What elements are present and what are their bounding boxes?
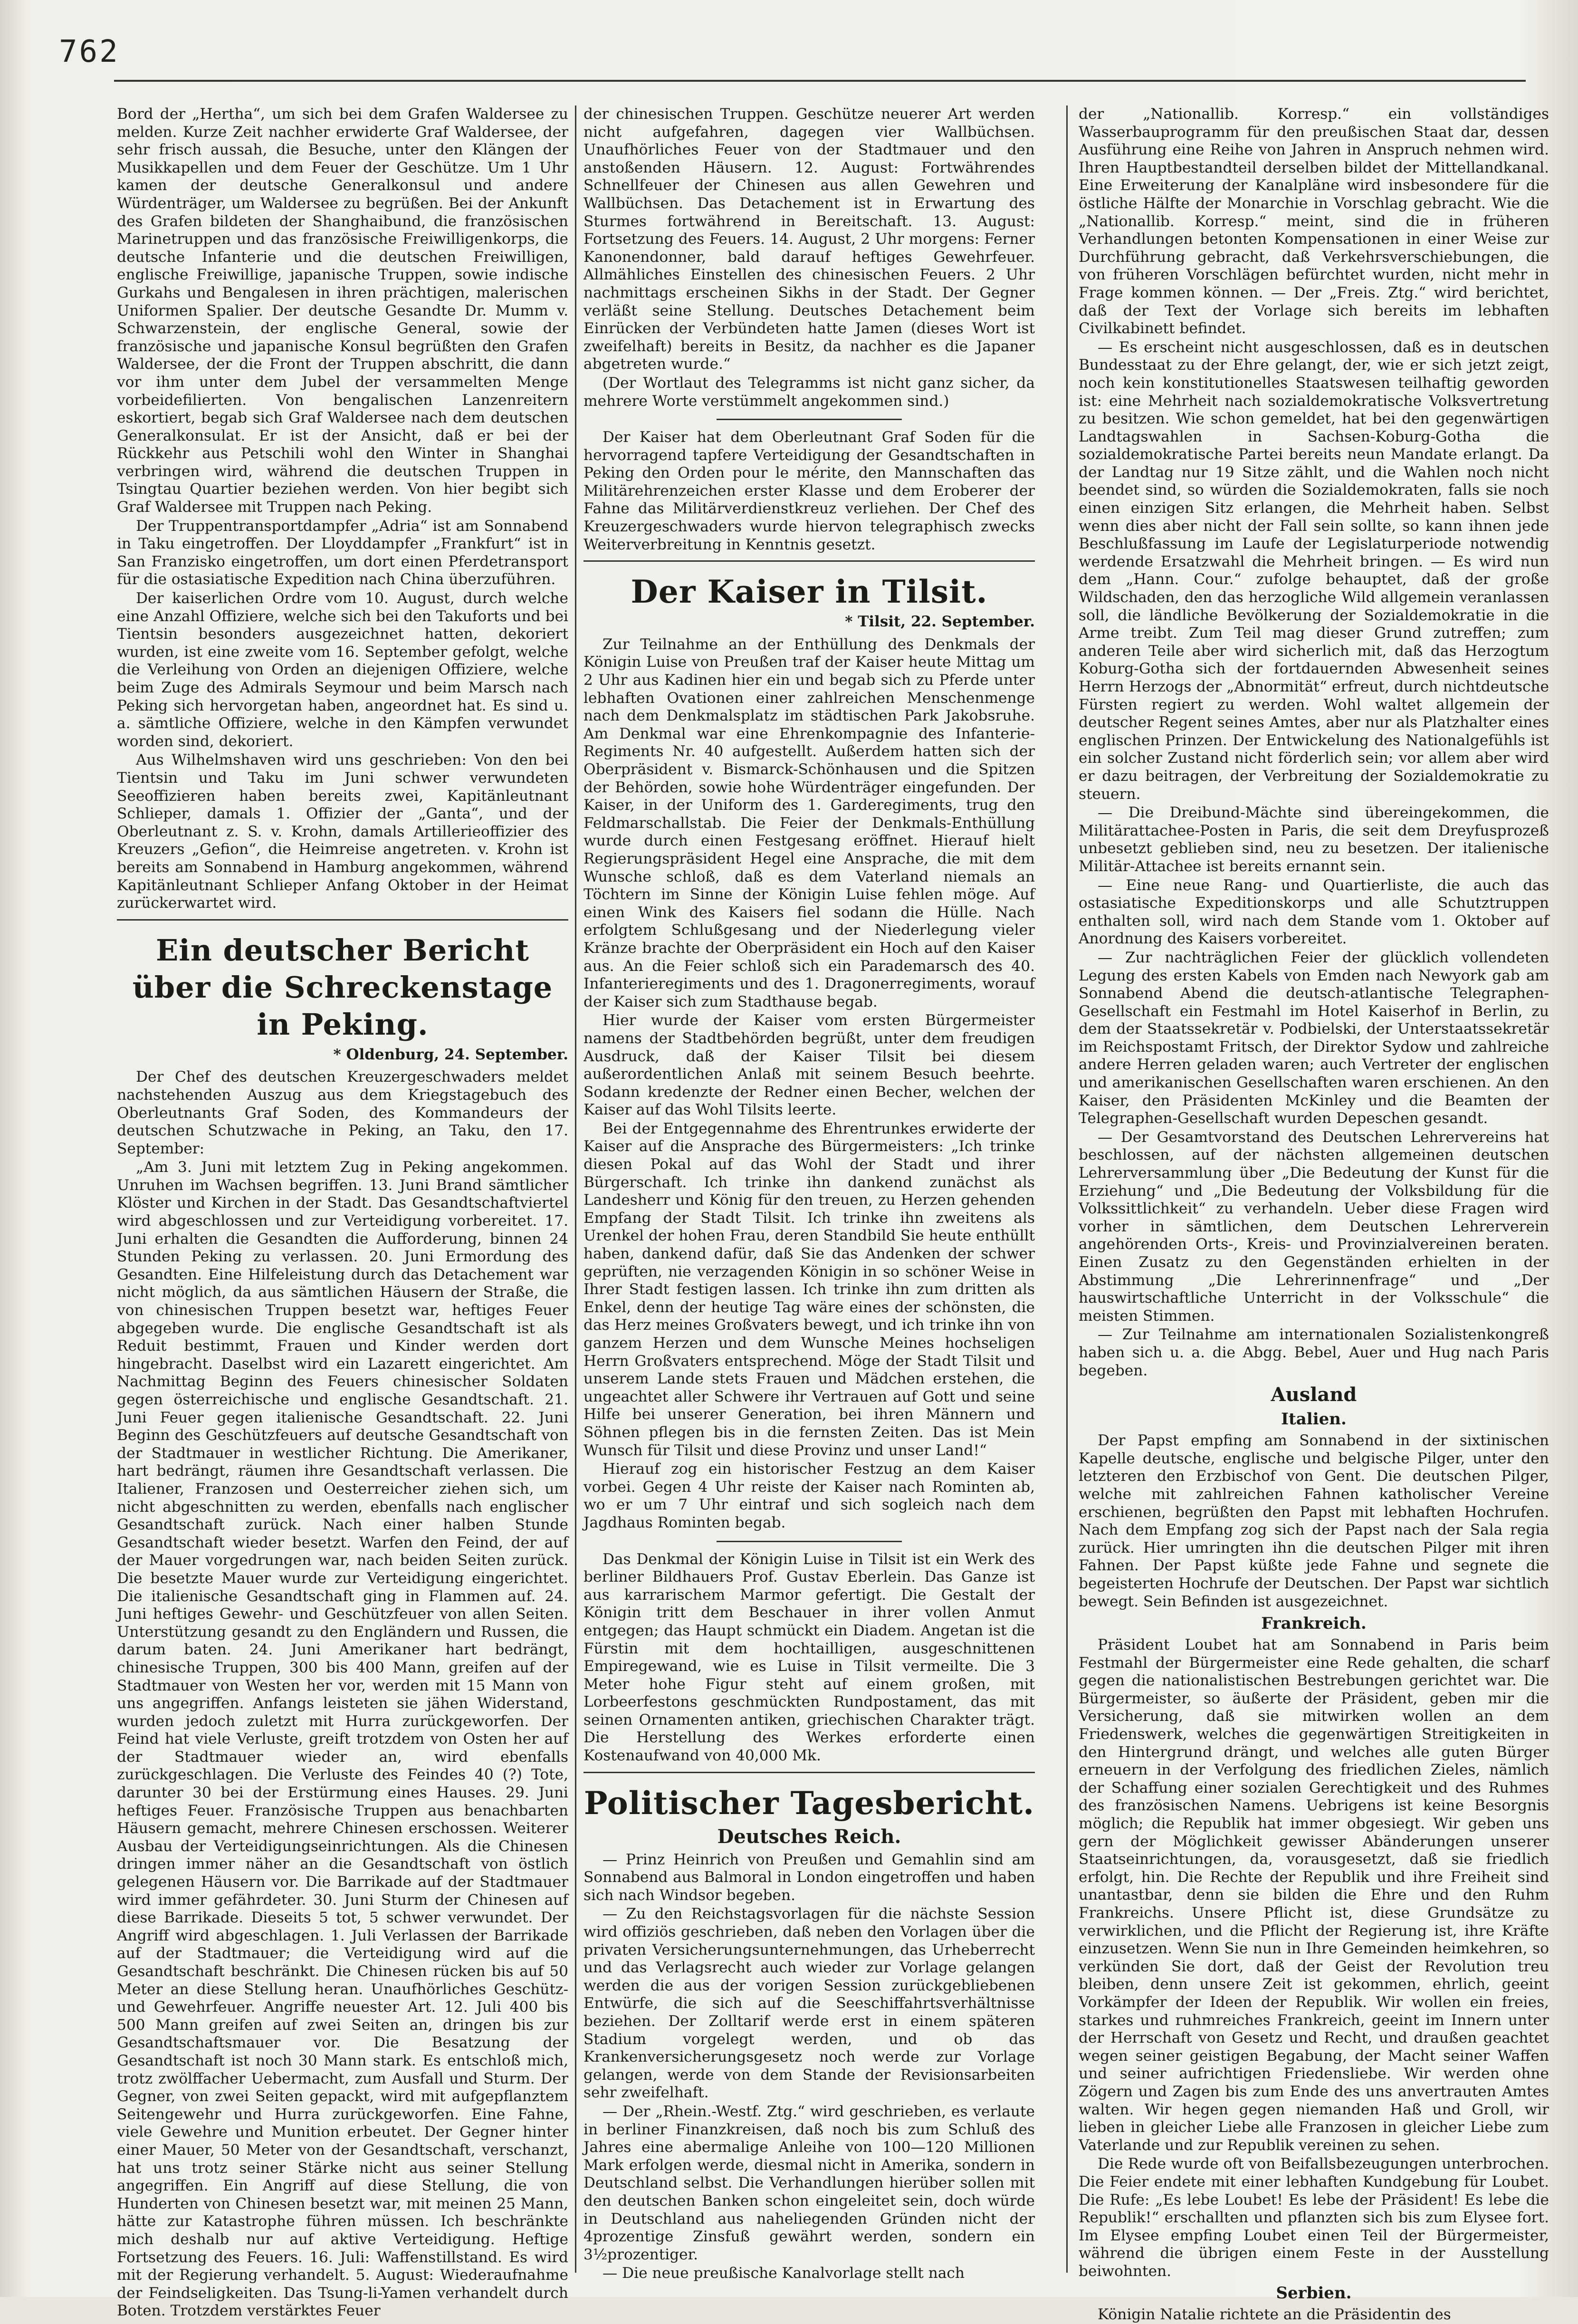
headline-kaiser-tilsit: Der Kaiser in Tilsit.	[631, 573, 988, 611]
article-paragraph: — Prinz Heinrich von Preußen und Gemahlin sind am Sonnabend aus Balmoral in London eingetroffen und haben sich nach Windsor begeben.	[583, 1851, 1035, 1904]
column-2	[583, 106, 1035, 2282]
article-paragraph: Präsident Loubet hat am Sonnabend in Paris beim Festmahl der Bürgermeister eine Rede gehalten, die scharf gegen die nationalistischen Bestrebungen gerichtet war. Die Bürgermeister, so äußerte der Präsident, geben mir die Versicherung, daß sie mitwirken wollen an dem Friedenswerk, welches die gegenwärtigen Streitigkeiten in den Hintergrund drängt, und welches alle guten Bürger erneuern in der Verfolgung des friedlichen Zieles, nämlich der Schaffung einer sozialen Gerechtigkeit und des Ruhmes des französischen Namens. Uebrigens ist keine Besorgnis möglich; die Republik hat immer obgesiegt. Wir geben uns gern der Möglichkeit gewisser Abänderungen unserer Staatseinrichtungen, da, vorausgesetzt, daß sie friedlich erfolgt, hin. Die Rechte der Republik und ihre Freiheit sind unantastbar, denn sie bilden die Ehre und den Ruhm Frankreichs. Unsere Pflicht ist, diese Grundsätze zu verwirklichen, und die Pflicht der Regierung ist, ihre Kräfte einzusetzen. Wenn Sie nun in Ihre Gemeinden heimkehren, so verkünden Sie dort, daß der Geist der Revolution treu bleiben, denn unsere Zeit ist gekommen, ehrlich, geeint Vorkämpfer der Ideen der Republik. Wir wollen ein freies, starkes und ruhmreiches Frankreich, geeint im Innern unter der Herrschaft von Gesetz und Recht, und draußen geachtet wegen seiner geistigen Begabung, der Macht seiner Waffen und seiner aufrichtigen Friedensliebe. Wir werden ohne Zögern und Zagen bis zum Ende des uns anvertrauten Amtes walten. Wir hegen gegen niemanden Haß und Groll, wir lieben in gleicher Liebe alle Franzosen in gleicher Liebe zum Vaterlande und zur Republik vereinen zu sehen.	[1079, 1636, 1549, 2154]
top-rule	[114, 80, 1526, 82]
article-paragraph: — Es erscheint nicht ausgeschlossen, daß es in deutschen Bundesstaat zu der Ehre gelangt, der, wie er sich jetzt zeigt, noch kein konstitutionelles Staatswesen teilhaftig geworden ist: eine Mehrheit nach sozialdemokratische Volksvertretung zu besitzen. Wie schon gemeldet, hat bei den gegenwärtigen Landtagswahlen in Sachsen-Koburg-Gotha die sozialdemokratische Partei bereits neun Mandate erlangt. Da der Landtag nur 19 Sitze zählt, und die Wahlen noch nicht beendet sind, so würden die Sozialdemokraten, falls sie noch einen einzigen Sitz erlangen, die Mehrheit haben. Selbst wenn dies aber nicht der Fall sein sollte, so kann ihnen jede Beschlußfassung im Laufe der Legislaturperiode notwendig werdende Ersatzwahl die Mehrheit bringen. — Es wird nun dem „Hann. Cour.“ zufolge behauptet, daß der große Wildschaden, den das herzogliche Wild allgemein veranlassen soll, die ländliche Bevölkerung der Sozialdemokratie in die Arme treibt. Zum Teil mag dieser Grund zutreffen; zum anderen Teile aber wird sicherlich mit, daß das Herzogtum Koburg-Gotha sich der fortdauernden Abwesenheit seines Herrn Herzogs der „Abnormität“ erfreut, durch nichtdeutsche Fürsten regiert zu werden. Wohl waltet allgemein der deutscher Regent seines Amtes, aber nur als Platzhalter eines englischen Prinzen. Der Entwickelung des Nationalgefühls ist ein solcher Zustand nicht förderlich sein; vor allem aber wird er dazu beitragen, der Verbreitung der Sozialdemokratie zu steuern.	[1079, 338, 1549, 803]
headline-peking-report: Ein deutscher Bericht über die Schreckenstage in Peking.	[132, 932, 553, 1042]
article-paragraph: — Die Dreibund-Mächte sind übereingekommen, die Militärattachee-Posten in Paris, die seit dem Dreyfusprozeß unbesetzt geblieben sind, neu zu besetzen. Der italienische Militär-Attachee ist bereits ernannt sein.	[1079, 804, 1549, 875]
article-paragraph: — Zur Teilnahme am internationalen Sozialistenkongreß haben sich u. a. die Abgg. Bebel, Auer und Hug nach Paris begeben.	[1079, 1326, 1549, 1379]
article-paragraph: Bei der Entgegennahme des Ehrentrunkes erwiderte der Kaiser auf die Ansprache des Bürgermeisters: „Ich trinke diesen Pokal auf das Wohl der Stadt und ihrer Bürgerschaft. Ich trinke ihn dankend zunächst als Landesherr und König für den treuen, zu Herzen gehenden Empfang der Stadt Tilsit. Ich trinke ihn zweitens als Urenkel der hohen Frau, deren Standbild Sie heute enthüllt haben, dankend dafür, daß Sie das Andenken der schwer geprüften, nie verzagenden Königin in so schöner Weise in Ihrer Stadt festigen lassen. Ich trinke ihn zum dritten als Enkel, denn der heutige Tag wäre eines der schönsten, die das Herz meines Großvaters bewegt, und ich trinke ihn von ganzem Herzen und dem Wunsche Meines hochseligen Herrn Großvaters entsprechend. Möge der Stadt Tilsit und unserem Lande stets Frauen und Mädchen erstehen, die ungeachtet aller Schwere ihr Vertrauen auf Gott und seine Hilfe bei unserer Generation, bei ihren Männern und Söhnen pflegen bis in die fernsten Zeiten. Das ist Mein Wunsch für Tilsit und diese Provinz und unser Land!“	[583, 1120, 1035, 1459]
article-paragraph: — Der Gesamtvorstand des Deutschen Lehrervereins hat beschlossen, auf der nächsten allgemeinen deutschen Lehrerversammlung über „Die Bedeutung der Kunst für die Erziehung“ und „Die Bedeutung der Volksbildung für die Volkssittlichkeit“ zu verhandeln. Ueber diese Fragen wird vorher in sämtlichen, dem Deutschen Lehrerverein angehörenden Orts-, Kreis- und Provinzialvereinen beraten. Einen Zusatz zu den Gegenständen erhielten in der Abstimmung „Die Lehrerinnenfrage“ und „Der hauswirtschaftliche Unterricht in der Volksschule“ die meisten Stimmen.	[1079, 1128, 1549, 1325]
column-3	[1079, 106, 1549, 2324]
section-rule	[117, 919, 568, 921]
page-number: 762	[59, 34, 120, 69]
article-paragraph: Der Kaiser hat dem Oberleutnant Graf Soden für die hervorragend tapfere Verteidigung der Gesandtschaften in Peking den Orden pour le mérite, den Mannschaften das Militärehrenzeichen erster Klasse und dem Eroberer der Fahne das Militärverdienstkreuz verliehen. Der Chef des Kreuzergeschwaders wurde hiervon telegraphisch zwecks Weiterverbreitung in Kenntnis gesetzt.	[583, 429, 1035, 553]
article-paragraph: Hierauf zog ein historischer Festzug an dem Kaiser vorbei. Gegen 4 Uhr reiste der Kaiser nach Rominten ab, wo er um 7 Uhr eintraf und sich sogleich nach dem Jagdhaus Rominten begab.	[583, 1460, 1035, 1531]
article-paragraph: — Der „Rhein.-Westf. Ztg.“ wird geschrieben, es verlaute in berliner Finanzkreisen, daß noch bis zum Schluß des Jahres eine abermalige Anleihe von 100—120 Millionen Mark erfolgen werde, diesmal nicht in Amerika, sondern in Deutschland selbst. Die Verhandlungen hierüber sollen mit den deutschen Banken schon eingeleitet sein, doch würde in Deutschland aus naheliegenden Gründen nicht der 4prozentige Zinsfuß gewährt werden, sondern ein 3½prozentiger.	[583, 2103, 1035, 2263]
article-paragraph: Zur Teilnahme an der Enthüllung des Denkmals der Königin Luise von Preußen traf der Kaiser heute Mittag um 2 Uhr aus Kadinen hier ein und begab sich zu Pferde unter lebhaften Ovationen einer zahlreichen Menschenmenge nach dem Denkmalsplatz im städtischen Park Jakobsruhe. Am Denkmal war eine Ehrenkompagnie des Infanterie-Regiments Nr. 40 aufgestellt. Außerdem hatten sich der Oberpräsident v. Bismarck-Schönhausen und die Spitzen der Behörden, sowie hohe Würdenträger eingefunden. Der Kaiser, in der Uniform des 1. Garderegiments, trug den Feldmarschallstab. Die Feier der Denkmals-Enthüllung wurde durch einen Festgesang eröffnet. Hierauf hielt Regierungspräsident Hegel eine Ansprache, die mit dem Wunsche schloß, daß es dem Vaterland niemals an Töchtern im Sinne der Königin Luise fehlen möge. Auf einen Wink des Kaisers fiel sodann die Hülle. Nach erfolgtem Schlußgesang und der Niederlegung vieler Kränze brachte der Oberpräsident ein Hoch auf den Kaiser aus. An die Feier schloß sich ein Parademarsch des 40. Infanterieregiments und des 1. Dragonerregiments, worauf der Kaiser sich zum Stadthause begab.	[583, 635, 1035, 1010]
editor-note: (Der Wortlaut des Telegramms ist nicht ganz sicher, da mehrere Worte verstümmelt angekommen sind.)	[583, 374, 1035, 410]
section-heading-deutsches-reich: Deutsches Reich.	[717, 1825, 901, 1848]
section-rule	[583, 1772, 1035, 1773]
short-rule	[717, 1541, 902, 1542]
section-heading-ausland: Ausland	[1271, 1383, 1357, 1406]
article-paragraph: Der Papst empfing am Sonnabend in der sixtinischen Kapelle deutsche, englische und belgische Pilger, unter den letzteren den Erzbischof von Gent. Die deutschen Pilger, welche mit zahlreichen Fahnen katholischer Vereine erschienen, begrüßten den Papst mit lebhaften Hochrufen. Nach dem Empfang zog sich der Papst nach der Sala regia zurück. Hier umringten ihn die deutschen Pilger mit ihren Fahnen. Der Papst küßte jede Fahne und segnete die begeisterten Hochrufe der Deutschen. Der Papst war sichtlich bewegt. Sein Befinden ist ausgezeichnet.	[1079, 1432, 1549, 1610]
article-paragraph: — Zu den Reichstagsvorlagen für die nächste Session wird offiziös geschrieben, daß neben den Vorlagen über die privaten Versicherungsunternehmungen, das Urheberrecht und das Verlagsrecht auch wieder zur Vorlage gelangen werden die aus der vorigen Session zurückgebliebenen Entwürfe, die sich auf die Seeschiffahrtsverhältnisse beziehen. Der Zolltarif werde erst in einem späteren Stadium vorgelegt werden, und ob das Krankenversicherungsgesetz noch werde zur Vorlage gelangen, werde von dem Stande der Revisionsarbeiten sehr zweifelhaft.	[583, 1905, 1035, 2102]
headline-politischer-tagesbericht: Politischer Tagesbericht.	[583, 1784, 1035, 1822]
section-rule	[583, 560, 1035, 562]
article-paragraph: — Die neue preußische Kanalvorlage stellt nach	[603, 2265, 965, 2282]
subsection-heading-serbien: Serbien.	[1276, 2284, 1352, 2303]
article-paragraph: Die Rede wurde oft von Beifallsbezeugungen unterbrochen. Die Feier endete mit einer lebhaften Kundgebung für Loubet. Die Rufe: „Es lebe Loubet! Es lebe der Präsident! Es lebe die Republik!“ erschallten und pflanzten sich bis zum Elysee fort. Im Elysee empfing Loubet einen Teil der Bürgermeister, während die übrigen einem Feste in der Ausstellung beiwohnten.	[1079, 2155, 1549, 2280]
subsection-heading-frankreich: Frankreich.	[1261, 1614, 1367, 1633]
article-paragraph: Der Chef des deutschen Kreuzergeschwaders meldet nachstehenden Auszug aus dem Kriegstagebuch des Oberleutnants Graf Soden, des Kommandeurs der deutschen Schutzwache in Peking, an Taku, den 17. September:	[117, 1068, 568, 1157]
article-paragraph: Bord der „Hertha“, um sich bei dem Grafen Waldersee zu melden. Kurze Zeit nachher erwiderte Graf Waldersee, der sehr frisch aussah, die Besuche, unter den Klängen der Musikkapellen und dem Feuer der Geschütze. Um 1 Uhr kamen der deutsche Generalkonsul und andere Würdenträger, um Waldersee zu begrüßen. Bei der Ankunft des Grafen bildeten der Shanghaibund, die französischen Marinetruppen und das französische Freiwilligenkorps, die deutsche Infanterie und die deutschen Freiwilligen, englische Freiwillige, japanische Truppen, sowie indische Gurkahs und Bengalesen in ihren prächtigen, malerischen Uniformen Spalier. Der deutsche Gesandte Dr. Mumm v. Schwarzenstein, der englische General, sowie der französische und japanische Konsul begrüßten den Grafen Waldersee, der die Front der Truppen abschritt, die dann vor ihm unter dem Jubel der versammelten Menge vorbeidefilierten. Von bengalischen Lanzenreitern eskortiert, begab sich Graf Waldersee nach dem deutschen Generalkonsulat. Er ist der Ansicht, daß er bei der Rückkehr aus Petschili wohl den Winter in Shanghai verbringen wird, während die deutschen Truppen in Tsingtau Quartier beziehen werden. Von hier begibt sich Graf Waldersee mit Truppen nach Peking.	[117, 106, 568, 516]
article-paragraph: — Eine neue Rang- und Quartierliste, die auch das ostasiatische Expeditionskorps und alle Schutztruppen enthalten soll, wird nach dem Stande vom 1. Oktober auf Anordnung des Kaisers vorbereitet.	[1079, 876, 1549, 948]
column-1	[117, 106, 568, 2320]
article-paragraph: — Zur nachträglichen Feier der glücklich vollendeten Legung des ersten Kabels von Emden nach Newyork gab am Sonnabend Abend die deutsch-atlantische Telegraphen-Gesellschaft ein Festmahl im Hotel Kaiserhof in Berlin, zu dem der Staatssekretär v. Podbielski, der Unterstaatssekretär im Reichspostamt Fritsch, der Direktor Sydow und zahlreiche andere Herren geladen waren; auch Vertreter der englischen und amerikanischen Gesellschaften waren erschienen. An den Kaiser, den Präsidenten McKinley und die Beamten der Telegraphen-Gesellschaft wurden Depeschen gesandt.	[1079, 949, 1549, 1127]
article-paragraph: der „Nationallib. Korresp.“ ein vollständiges Wasserbauprogramm für den preußischen Staat dar, dessen Ausführung eine Reihe von Jahren in Anspruch nehmen wird. Ihren Hauptbestandteil derselben bildet der Mittellandkanal. Eine Erweiterung der Kanalpläne wird insbesondere für die östliche Hälfte der Monarchie in Vorschlag gebracht. Wie die „Nationallib. Korresp.“ meint, sind die in früheren Verhandlungen betonten Kompensationen in einer Weise zur Durchführung gebracht, daß Verkehrsverschiebungen, die von früheren Vorschlägen befürchtet wurden, nicht mehr in Frage kommen können. — Der „Freis. Ztg.“ wird berichtet, daß der Text der Vorlage sich bereits im lebhaften Civilkabinett befindet.	[1079, 106, 1549, 337]
column-divider-1	[575, 106, 576, 2273]
article-paragraph: Königin Natalie richtete an die Präsidentin des	[1098, 2306, 1451, 2324]
article-paragraph: Der kaiserlichen Ordre vom 10. August, durch welche eine Anzahl Offiziere, welche sich bei den Takuforts und bei Tientsin besonders ausgezeichnet hatten, dekoriert wurden, ist eine zweite vom 16. September gefolgt, welche die Verleihung von Orden an diejenigen Offiziere, welche beim Zuge des Admirals Seymour und beim Marsch nach Peking sich hervorgetan haben, angeordnet hat. Es sind u. a. sämtliche Offiziere, welche in den Kämpfen verwundet worden sind, dekoriert.	[117, 590, 568, 750]
dateline: * Tilsit, 22. September.	[845, 613, 1035, 631]
article-paragraph: Aus Wilhelmshaven wird uns geschrieben: Von den bei Tientsin und Taku im Juni schwer verwundeten Seeoffizieren haben bereits zwei, Kapitänleutnant Schlieper, damals 1. Offizier der „Ganta“, und der Oberleutnant z. S. v. Krohn, damals Artillerieoffizier des Kreuzers „Gefion“, die Heimreise angetreten. v. Krohn ist bereits am Sonnabend in Hamburg angekommen, während Kapitänleutnant Schlieper Anfang Oktober in der Heimat zurückerwartet wird.	[117, 751, 568, 912]
dateline: * Oldenburg, 24. September.	[333, 1046, 568, 1063]
article-paragraph: „Am 3. Juni mit letztem Zug in Peking angekommen. Unruhen im Wachsen begriffen. 13. Juni Brand sämtlicher Klöster und Kirchen in der Stadt. Das Gesandtschaftviertel wird abgeschlossen und zur Verteidigung vorbereitet. 17. Juni erhalten die Gesandten die Aufforderung, binnen 24 Stunden Peking zu verlassen. 20. Juni Ermordung des Gesandten. Eine Hilfeleistung durch das Detachement war nicht möglich, da aus sämtlichen Häusern der Straße, die von chinesischen Truppen besetzt war, heftiges Feuer abgegeben wurde. Die englische Gesandtschaft ist als Reduit bestimmt, Frauen und Kinder werden dort hingebracht. Daselbst wird ein Lazarett eingerichtet. Am Nachmittag Beginn des Feuers chinesischer Soldaten gegen österreichische und englische Gesandtschaft. 21. Juni Feuer gegen italienische Gesandtschaft. 22. Juni Beginn des Geschützfeuers auf deutsche Gesandtschaft von der Stadtmauer in westlicher Richtung. Die Amerikaner, hart bedrängt, räumen ihre Gesandtschaft verlassen. Die Italiener, Franzosen und Oesterreicher ziehen sich, um nicht abgeschnitten zu werden, ebenfalls nach englischer Gesandtschaft zurück. Nach einer halben Stunde Gesandtschaft wieder besetzt. Warfen den Feind, der auf der Mauer vorgedrungen war, nach beiden Seiten zurück. Die besetzte Mauer wurde zur Verteidigung eingerichtet. Die italienische Gesandtschaft ging in Flammen auf. 24. Juni heftiges Gewehr- und Geschützfeuer von allen Seiten. Unterstützung gesandt zu den Engländern und Russen, die darum baten. 24. Juni Amerikaner hart bedrängt, chinesische Truppen, 300 bis 400 Mann, greifen auf der Stadtmauer von Westen her vor, werden mit 15 Mann von uns angegriffen. Anfangs leisteten sie jähen Widerstand, wurden jedoch zuletzt mit Hurra zurückgeworfen. Der Feind hat viele Verluste, greift trotzdem von Osten her auf der Stadtmauer wieder an, wird ebenfalls zurückgeschlagen. Die Verluste des Feindes 40 (?) Tote, darunter 30 bei der Erstürmung eines Hauses. 29. Juni heftiges Feuer. Französische Truppen aus benachbarten Häusern gemacht, mehrere Chinesen erschossen. Weiterer Ausbau der Verteidigungseinrichtungen. Als die Chinesen dringen immer näher an die Gesandtschaft von östlich gelegenen Häusern vor. Die Barrikade auf der Stadtmauer wird immer gefährdeter. 30. Juni Sturm der Chinesen auf diese Barrikade. Dieseits 5 tot, 5 schwer verwundet. Der Angriff wird abgeschlagen. 1. Juli Verlassen der Barrikade auf der Stadtmauer; die Verteidigung wird auf die Gesandtschaft beschränkt. Die Chinesen rücken bis auf 50 Meter an diese Stellung heran. Unaufhörliches Geschütz- und Gewehrfeuer. Angriffe neuester Art. 12. Juli 400 bis 500 Mann greifen auf zwei Seiten an, dringen bis zur Gesandtschaftsmauer vor. Die Besatzung der Gesandtschaft ist noch 30 Mann stark. Es entschloß mich, trotz zwölffacher Uebermacht, zum Ausfall und Sturm. Der Gegner, von zwei Seiten gepackt, wird mit aufgepflanztem Seitengewehr und Hurra zurückgeworfen. Eine Fahne, viele Gewehre und Munition erbeutet. Der Gegner hinter einer Mauer, 50 Meter von der Gesandtschaft, verschanzt, hat uns trotz seiner Stärke nicht aus seiner Stellung angegriffen. Ein Angriff auf diese Stellung, die von Hunderten von Chinesen besetzt war, mit meinen 25 Mann, hätte zur Katastrophe führen müssen. Ich beschränkte mich deshalb nur auf aktive Verteidigung. Heftige Fortsetzung des Feuers. 16. Juli: Waffenstillstand. Es wird mit der Regierung verhandelt. 5. August: Wiederaufnahme der Feindseligkeiten. Das Tsung-li-Yamen verhandelt durch Boten. Trotzdem verstärktes Feuer	[117, 1159, 568, 2320]
column-divider-2	[1066, 106, 1068, 2273]
article-paragraph: Der Truppentransportdampfer „Adria“ ist am Sonnabend in Taku eingetroffen. Der Lloyddampfer „Frankfurt“ ist in San Franzisko eingetroffen, um dort einen Pferdetransport für die ostasiatische Expedition nach China überzuführen.	[117, 517, 568, 588]
article-paragraph: der chinesischen Truppen. Geschütze neuerer Art werden nicht aufgefahren, dagegen vier Wallbüchsen. Unaufhörliches Feuer von der Stadtmauer und den anstoßenden Häusern. 12. August: Fortwährendes Schnellfeuer der Chinesen aus allen Gewehren und Wallbüchsen. Das Detachement ist in Erwartung des Sturmes fortwährend in Bereitschaft. 13. August: Fortsetzung des Feuers. 14. August, 2 Uhr morgens: Ferner Kanonendonner, bald darauf heftiges Gewehrfeuer. Allmähliches Einstellen des chinesischen Feuers. 2 Uhr nachmittags erscheinen Sikhs in der Stadt. Der Gegner verläßt seine Stellung. Deutsches Detachement beim Einrücken der Verbündeten hatte Jamen (dieses Wort ist zweifelhaft) bereits in Besitz, da nachher es die Japaner abgetreten wurde.“	[583, 106, 1035, 373]
article-paragraph: Das Denkmal der Königin Luise in Tilsit ist ein Werk des berliner Bildhauers Prof. Gustav Eberlein. Das Ganze ist aus karrarischem Marmor gefertigt. Die Gestalt der Königin tritt dem Beschauer in ihrer vollen Anmut entgegen; das Haupt schmückt ein Diadem. Angetan ist die Fürstin mit dem hochtailligen, ausgeschnittenen Empiregewand, wie es Luise in Tilsit vermeilte. Die 3 Meter hohe Figur steht auf einem großen, mit Lorbeerfestons geschmückten Rundpostament, das mit seinen Ornamenten antiken, griechischen Charakter trägt. Die Herstellung des Werkes erforderte einen Kostenaufwand von 40,000 Mk.	[583, 1550, 1035, 1765]
subsection-heading-italien: Italien.	[1281, 1410, 1347, 1429]
article-paragraph: Hier wurde der Kaiser vom ersten Bürgermeister namens der Stadtbehörden begrüßt, unter dem freudigen Ausdruck, daß der Kaiser Tilsit bei diesem außerordentlichen Anlaß mit seinem Besuch beehrte. Sodann kredenzte der Redner einen Becher, welchen der Kaiser auf das Wohl Tilsits leerte.	[583, 1012, 1035, 1119]
short-rule	[717, 419, 902, 420]
